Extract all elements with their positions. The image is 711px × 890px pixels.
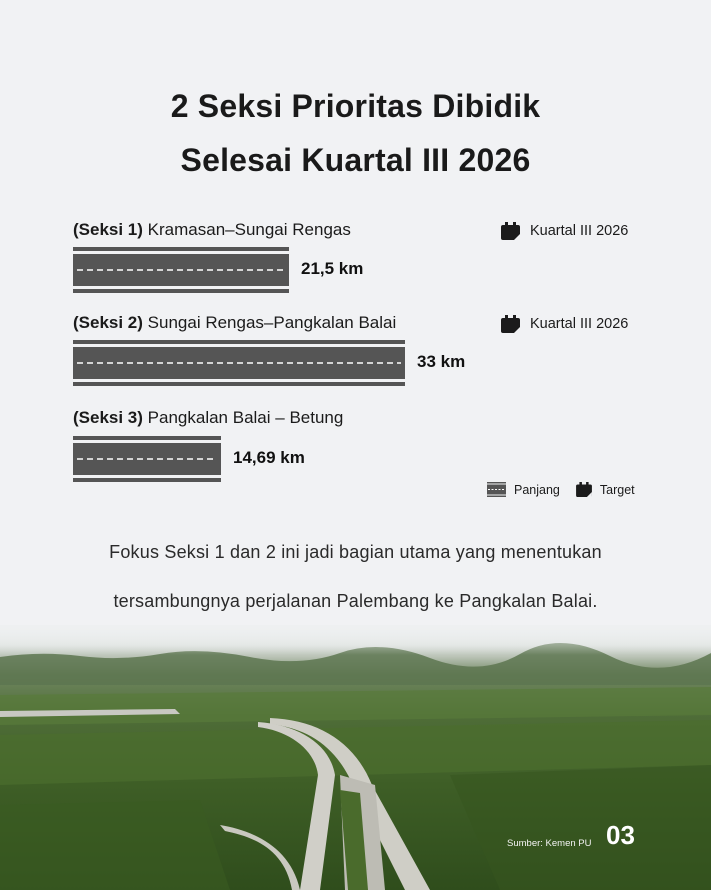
section-3-value-label: 14,69 km xyxy=(233,448,305,467)
section-2-target xyxy=(501,315,628,333)
section-3-tag: (Seksi 3) xyxy=(73,408,143,427)
road-top-edge xyxy=(73,436,221,440)
legend xyxy=(487,482,635,497)
section-1-label xyxy=(73,220,351,240)
road-bar-svg xyxy=(73,340,405,386)
calendar-icon xyxy=(501,222,520,240)
road-bar-svg xyxy=(73,436,221,482)
section-2-label xyxy=(73,313,396,333)
aerial-toll-road-photo xyxy=(0,625,711,890)
section-1-value-label: 21,5 km xyxy=(301,259,364,278)
road-bottom-edge xyxy=(73,478,221,482)
section-2-name: Sungai Rengas–Pangkalan Balai xyxy=(147,313,397,332)
calendar-icon xyxy=(576,482,592,497)
road-top-edge xyxy=(73,340,405,344)
source-credit: Sumber: Kemen PU xyxy=(507,838,592,849)
legend-length-label: Panjang xyxy=(514,482,560,497)
page-title-line1: 2 Seksi Prioritas Dibidik xyxy=(170,88,541,124)
page-number: 03 xyxy=(606,820,635,850)
road-top-edge xyxy=(73,247,289,251)
legend-target-label: Target xyxy=(599,482,635,497)
legend-target xyxy=(576,482,635,497)
road-bottom-edge xyxy=(73,289,289,293)
section-1-target xyxy=(501,222,628,240)
road-bottom-edge xyxy=(73,382,405,386)
body-text-line1: Fokus Seksi 1 dan 2 ini jadi bagian utama yang menentukan xyxy=(109,542,602,562)
section-3-road-bar xyxy=(73,436,221,487)
section-2-target-label: Kuartal III 2026 xyxy=(530,316,629,332)
legend-length xyxy=(487,482,560,497)
section-1-name: Kramasan–Sungai Rengas xyxy=(147,220,351,239)
calendar-icon xyxy=(501,315,520,333)
section-1-road-bar xyxy=(73,247,289,298)
section-3-name: Pangkalan Balai – Betung xyxy=(147,408,344,427)
body-text-line2: tersambungnya perjalanan Palembang ke Pangkalan Balai. xyxy=(113,591,598,611)
page-title-line2: Selesai Kuartal III 2026 xyxy=(180,142,531,178)
road-icon xyxy=(487,482,506,497)
road-bar-svg xyxy=(73,247,289,293)
section-3-label xyxy=(73,408,343,428)
section-1-target-label: Kuartal III 2026 xyxy=(530,223,629,239)
section-2-road-bar xyxy=(73,340,405,391)
section-2-value-label: 33 km xyxy=(417,352,466,371)
section-1-tag: (Seksi 1) xyxy=(73,220,143,239)
section-2-tag: (Seksi 2) xyxy=(73,313,143,332)
aerial-photo-illustration xyxy=(0,625,711,890)
